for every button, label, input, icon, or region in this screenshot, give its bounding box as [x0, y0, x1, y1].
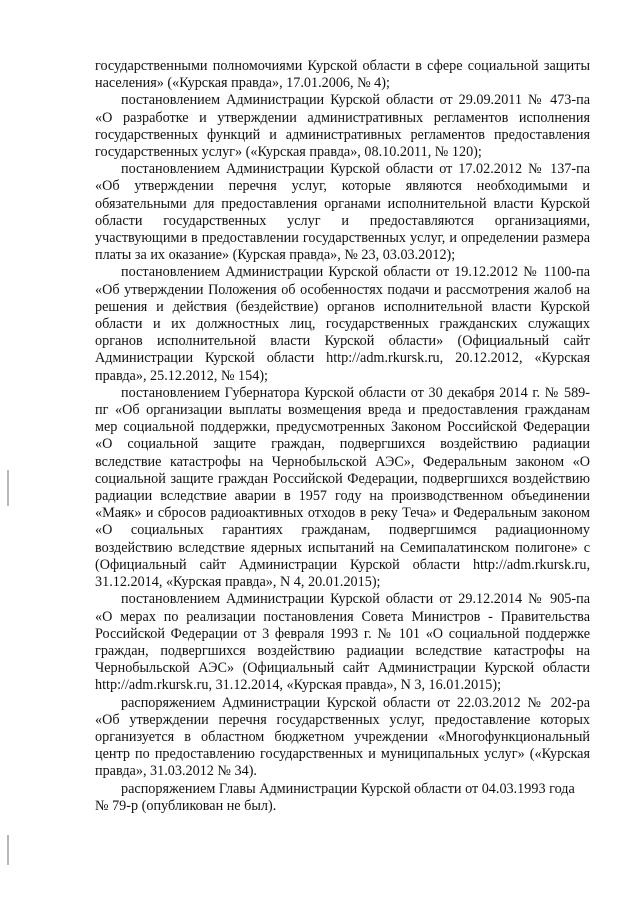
paragraph-governor-589: постановлением Губернатора Курской области от 30 декабря 2014 г. № 589-пг «Об организации выплаты возмещения вреда и предоставления гражданам мер социальной поддержки, предусмотренных Законом Российской Федерации «О социальной защите граждан, подвергшихся воздействию радиации вследствие катастрофы на Чернобыльской АЭС», Федеральным законом «О социальной защите граждан Российской Федерации, подвергшихся воздействию радиации вследствие аварии в 1957 году на производственном объединении «Маяк» и сбросов радиоактивных отходов в реку Теча» и Федеральным законом «О социальных гарантиях гражданам, подвергшимся радиационному воздействию вследствие ядерных испытаний на Семипалатинском полигоне» с (Официальный сайт Администрации Курской области http://adm.rkursk.ru, 31.12.2014, «Курская правда», N 4, 20.01.2015);	[95, 384, 590, 591]
paragraph-order-79: распоряжением Главы Администрации Курской области от 04.03.1993 года № 79-р (опубликован не был).	[95, 780, 575, 814]
paragraph-resolution-905: постановлением Администрации Курской области от 29.12.2014 № 905-па «О мерах по реализации постановления Совета Министров - Правительства Российской Федерации от 3 февраля 1993 г. № 101 «О социальной поддержке граждан, подвергшихся воздействию радиации вследствие катастрофы на Чернобыльской АЭС» (Официальный сайт Администрации Курской области http://adm.rkursk.ru, 31.12.2014, «Курская правда», N 3, 16.01.2015);	[95, 591, 590, 694]
scan-margin-mark	[7, 470, 9, 506]
paragraph-order-202: распоряжением Администрации Курской области от 22.03.2012 № 202-ра «Об утверждении перечня государственных услуг, предоставление которых организуется в областном бюджетном учреждении «Многофункциональный центр по предоставлению государственных и муниципальных услуг» («Курская правда», 31.03.2012 № 34).	[95, 694, 590, 780]
paragraph-continuation: государственными полномочиями Курской области в сфере социальной защиты населения» («Курская правда», 17.01.2006, № 4);	[95, 58, 590, 92]
scan-margin-mark	[7, 835, 9, 865]
paragraph-resolution-1100: постановлением Администрации Курской области от 19.12.2012 № 1100-па «Об утверждении Положения об особенностях подачи и рассмотрения жалоб на решения и действия (бездействие) органов исполнительной власти Курской области и их должностных лиц, государственных гражданских служащих органов исполнительной власти Курской области» (Официальный сайт Администрации Курской области http://adm.rkursk.ru, 20.12.2012, «Курская правда», 25.12.2012, № 154);	[95, 264, 590, 384]
paragraph-resolution-137: постановлением Администрации Курской области от 17.02.2012 № 137-па «Об утверждении перечня услуг, которые являются необходимыми и обязательными для предоставления органами исполнительной власти Курской области государственных услуг и предоставляются организациями, участвующими в предоставлении государственных услуг, и определении размера платы за их оказание» (Курская правда», № 23, 03.03.2012);	[95, 161, 590, 264]
paragraph-resolution-473: постановлением Администрации Курской области от 29.09.2011 № 473-па «О разработке и утверждении административных регламентов исполнения государственных функций и административных регламентов предоставления государственных услуг» («Курская правда», 08.10.2011, № 120);	[95, 92, 590, 161]
